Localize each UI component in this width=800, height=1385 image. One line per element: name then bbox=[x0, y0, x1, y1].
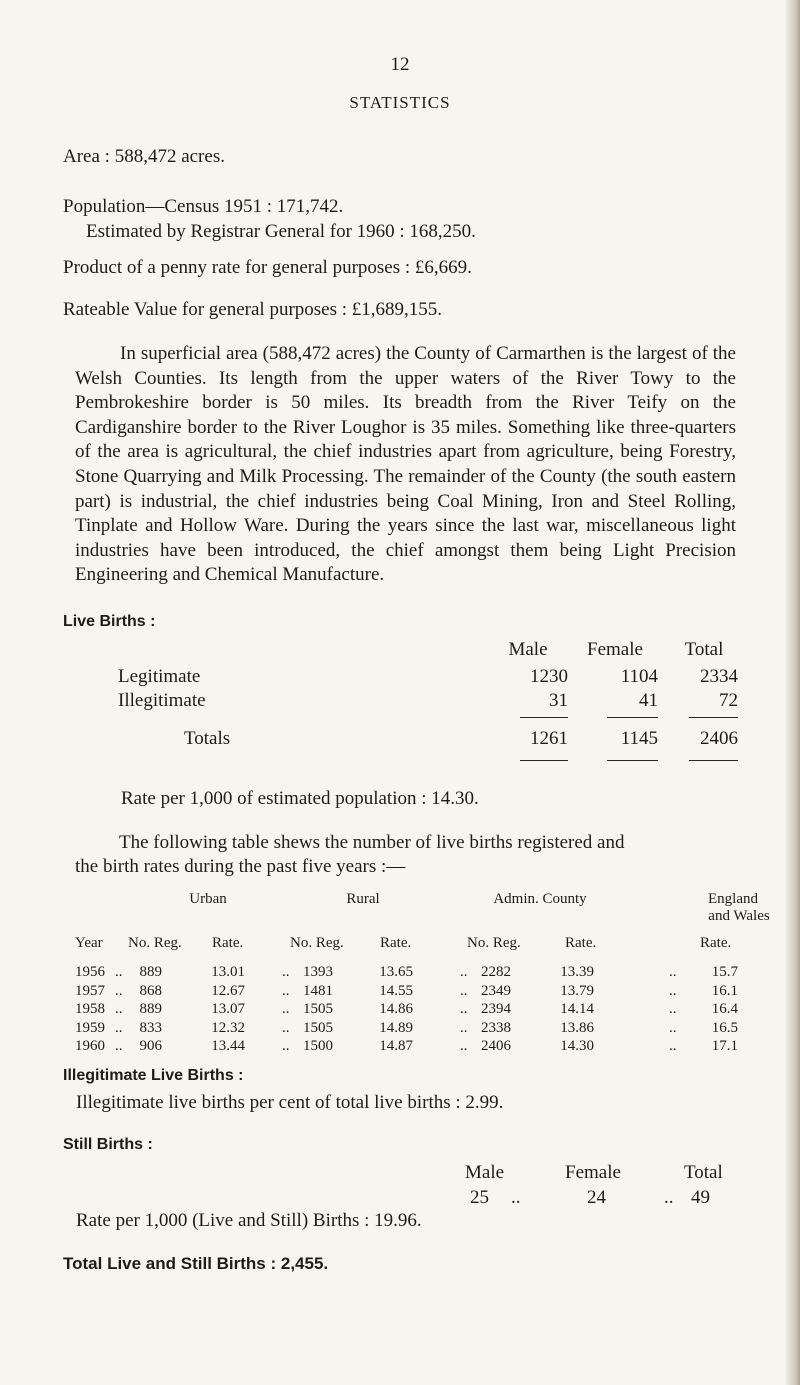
sub-rural-rate: Rate. bbox=[380, 935, 412, 951]
row-leader-dots: .. bbox=[282, 1038, 290, 1054]
row-urban-no: 906 bbox=[139, 1038, 162, 1054]
group-admin-county: Admin. County bbox=[493, 891, 587, 907]
rule-female-bottom bbox=[607, 760, 658, 761]
sub-county-rate: Rate. bbox=[565, 935, 597, 951]
row-leader-dots: .. bbox=[669, 964, 677, 980]
live-births-col-female: Female bbox=[587, 639, 643, 660]
still-births-total: 49 bbox=[691, 1187, 710, 1208]
still-births-male: 25 bbox=[470, 1187, 489, 1208]
group-urban: Urban bbox=[189, 891, 227, 907]
row-leader-dots: .. bbox=[115, 1019, 123, 1036]
still-births-col-male: Male bbox=[465, 1162, 505, 1183]
row-ew-rate: 16.4 bbox=[711, 1001, 738, 1017]
row-ew-rate: 17.1 bbox=[711, 1038, 738, 1054]
illegitimate-female: 41 bbox=[639, 690, 658, 711]
row-leader-dots: .. bbox=[282, 1001, 290, 1017]
row-leader-dots: .. bbox=[669, 1038, 677, 1054]
row-leader-dots: .. bbox=[669, 982, 677, 999]
row-leader-dots: .. bbox=[115, 964, 123, 980]
still-births-dots-1: .. bbox=[511, 1187, 521, 1208]
row-urban-rate: 13.07 bbox=[211, 1001, 245, 1017]
row-rural-no: 1393 bbox=[303, 964, 333, 980]
legitimate-label: Legitimate bbox=[118, 666, 201, 687]
row-rural-rate: 14.89 bbox=[379, 1019, 413, 1036]
row-urban-rate: 13.01 bbox=[211, 964, 245, 980]
sub-county-no: No. Reg. bbox=[467, 935, 521, 951]
rule-female-top bbox=[607, 717, 658, 718]
area-line: Area : 588,472 acres. bbox=[63, 146, 225, 167]
row-year: 1959 bbox=[75, 1019, 105, 1036]
row-rural-rate: 14.55 bbox=[379, 982, 413, 999]
row-ew-rate: 16.1 bbox=[711, 982, 738, 999]
live-births-col-total: Total bbox=[684, 639, 724, 660]
row-leader-dots: .. bbox=[460, 982, 468, 999]
still-births-col-female: Female bbox=[565, 1162, 621, 1183]
live-births-col-male: Male bbox=[508, 639, 548, 660]
row-rural-no: 1500 bbox=[303, 1038, 333, 1054]
row-urban-rate: 12.67 bbox=[211, 982, 245, 999]
row-urban-no: 889 bbox=[139, 1001, 162, 1017]
rule-male-top bbox=[520, 717, 568, 718]
totals-female: 1145 bbox=[620, 728, 658, 749]
rule-total-top bbox=[689, 717, 738, 718]
penny-rate-line: Product of a penny rate for general purposes : £6,669. bbox=[63, 257, 472, 278]
group-england: England bbox=[708, 891, 758, 907]
group-rural: Rural bbox=[346, 891, 380, 907]
row-county-no: 2394 bbox=[481, 1001, 511, 1017]
page-edge-shadow bbox=[786, 0, 800, 1385]
row-county-no: 2349 bbox=[481, 982, 511, 999]
still-births-rate: Rate per 1,000 (Live and Still) Births : 19.96. bbox=[76, 1210, 422, 1231]
illegitimate-text: Illegitimate live births per cent of total live births : 2.99. bbox=[76, 1092, 504, 1113]
row-leader-dots: .. bbox=[115, 982, 123, 999]
row-leader-dots: .. bbox=[460, 964, 468, 980]
illegitimate-heading: Illegitimate Live Births : bbox=[63, 1067, 244, 1084]
row-leader-dots: .. bbox=[460, 1038, 468, 1054]
still-births-heading: Still Births : bbox=[63, 1136, 153, 1153]
row-county-no: 2282 bbox=[481, 964, 511, 980]
sub-rural-no: No. Reg. bbox=[290, 935, 344, 951]
legitimate-female: 1104 bbox=[620, 666, 658, 687]
page-title: STATISTICS bbox=[349, 93, 451, 112]
group-and-wales: and Wales bbox=[708, 908, 770, 924]
population-census-line: Population—Census 1951 : 171,742. bbox=[63, 196, 344, 217]
table-intro-line-2: the birth rates during the past five years :— bbox=[75, 856, 406, 877]
rule-total-bottom bbox=[689, 760, 738, 761]
row-year: 1960 bbox=[75, 1038, 105, 1054]
row-ew-rate: 15.7 bbox=[711, 964, 738, 980]
row-leader-dots: .. bbox=[282, 1019, 290, 1036]
still-births-dots-2: .. bbox=[664, 1187, 674, 1208]
row-county-no: 2338 bbox=[481, 1019, 511, 1036]
row-leader-dots: .. bbox=[115, 1038, 123, 1054]
live-birth-rate: Rate per 1,000 of estimated population : 14.30. bbox=[121, 788, 479, 809]
sub-urban-no: No. Reg. bbox=[128, 935, 182, 951]
row-leader-dots: .. bbox=[460, 1001, 468, 1017]
row-urban-no: 833 bbox=[139, 1019, 162, 1036]
row-ew-rate: 16.5 bbox=[711, 1019, 738, 1036]
page-number: 12 bbox=[390, 54, 410, 75]
illegitimate-total: 72 bbox=[719, 690, 738, 711]
county-description bbox=[75, 342, 736, 588]
population-estimate-line: Estimated by Registrar General for 1960 : 168,250. bbox=[86, 221, 476, 242]
totals-total: 2406 bbox=[700, 728, 738, 749]
county-description-text: In superficial area (588,472 acres) the County of Carmarthen is the largest of the Welsh Counties. Its length from the upper waters of the River Towy to the Pembrokeshire border is 50 miles. Its breadth from the River Teify on the Cardiganshire border to the River Loughor is 35 miles. Something like three-quarters of the area is agricultural, the chief industries apart from agriculture, being Forestry, Stone Quarrying and Milk Processing. The remainder of the County (the south eastern part) is industrial, the chief industries being Coal Mining, Iron and Steel Rolling, Tinplate and Hollow Ware. During the years since the last war, miscellaneous light industries have been introduced, the chief amongst them being Light Precision Engineering and Chemical Manufacture. bbox=[75, 343, 736, 586]
row-leader-dots: .. bbox=[115, 1001, 123, 1017]
row-year: 1958 bbox=[75, 1001, 105, 1017]
row-rural-no: 1505 bbox=[303, 1001, 333, 1017]
rule-male-bottom bbox=[520, 760, 568, 761]
rateable-value-line: Rateable Value for general purposes : £1,689,155. bbox=[63, 299, 443, 320]
row-county-rate: 14.30 bbox=[560, 1038, 594, 1054]
row-county-no: 2406 bbox=[481, 1038, 511, 1054]
totals-male: 1261 bbox=[530, 728, 568, 749]
row-rural-no: 1505 bbox=[303, 1019, 333, 1036]
row-leader-dots: .. bbox=[282, 982, 290, 999]
row-leader-dots: .. bbox=[460, 1019, 468, 1036]
totals-label: Totals bbox=[184, 728, 231, 749]
illegitimate-label: Illegitimate bbox=[118, 690, 206, 711]
row-year: 1957 bbox=[75, 982, 105, 999]
row-leader-dots: .. bbox=[282, 964, 290, 980]
row-county-rate: 14.14 bbox=[560, 1001, 594, 1017]
legitimate-male: 1230 bbox=[530, 666, 568, 687]
row-year: 1956 bbox=[75, 964, 105, 980]
row-county-rate: 13.39 bbox=[560, 964, 594, 980]
row-rural-rate: 13.65 bbox=[379, 964, 413, 980]
illegitimate-male: 31 bbox=[549, 690, 568, 711]
row-rural-rate: 14.86 bbox=[379, 1001, 413, 1017]
row-leader-dots: .. bbox=[669, 1001, 677, 1017]
legitimate-total: 2334 bbox=[700, 666, 738, 687]
live-births-heading: Live Births : bbox=[63, 613, 156, 630]
row-county-rate: 13.86 bbox=[560, 1019, 594, 1036]
row-county-rate: 13.79 bbox=[560, 982, 594, 999]
still-births-female: 24 bbox=[587, 1187, 606, 1208]
row-urban-no: 868 bbox=[139, 982, 162, 999]
sub-year: Year bbox=[75, 935, 103, 951]
row-urban-no: 889 bbox=[139, 964, 162, 980]
row-urban-rate: 13.44 bbox=[211, 1038, 245, 1054]
row-rural-no: 1481 bbox=[303, 982, 333, 999]
table-intro-line-1: The following table shews the number of live births registered and bbox=[119, 832, 625, 853]
still-births-col-total: Total bbox=[684, 1162, 723, 1183]
total-live-still-births: Total Live and Still Births : 2,455. bbox=[63, 1254, 329, 1273]
row-leader-dots: .. bbox=[669, 1019, 677, 1036]
row-rural-rate: 14.87 bbox=[379, 1038, 413, 1054]
sub-urban-rate: Rate. bbox=[212, 935, 244, 951]
row-urban-rate: 12.32 bbox=[211, 1019, 245, 1036]
sub-ew-rate: Rate. bbox=[700, 935, 732, 951]
